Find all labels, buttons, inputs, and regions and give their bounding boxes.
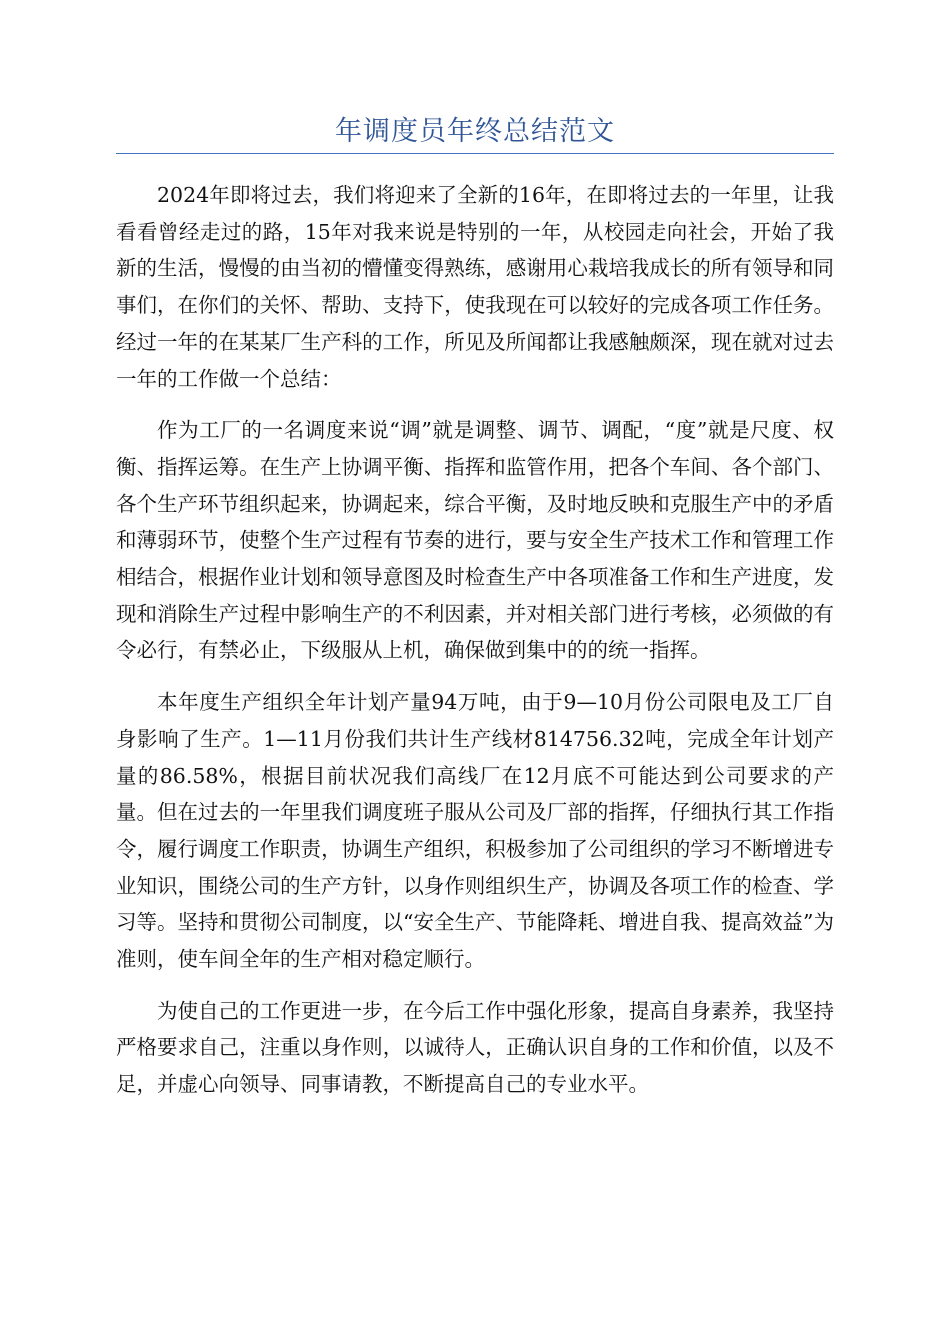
paragraph-1: 2024年即将过去，我们将迎来了全新的16年，在即将过去的一年里，让我看看曾经走过的路，15年对我来说是特别的一年，从校园走向社会，开始了我新的生活，慢慢的由当初的懵懂变得熟练，感谢用心栽培我成长的所有领导和同事们，在你们的关怀、帮助、支持下，使我现在可以较好的完成各项工作任务。经过一年的在某某厂生产科的工作，所见及所闻都让我感触颇深，现在就对过去一年的工作做一个总结：: [116, 183, 834, 391]
paragraph-2: 作为工厂的一名调度来说“调”就是调整、调节、调配，“度”就是尺度、权衡、指挥运筹。在生产上协调平衡、指挥和监管作用，把各个车间、各个部门、各个生产环节组织起来，协调起来，综合平衡，及时地反映和克服生产中的矛盾和薄弱环节，使整个生产过程有节奏的进行，要与安全生产技术工作和管理工作相结合，根据作业计划和领导意图及时检查生产中各项准备工作和生产进度，发现和消除生产过程中影响生产的不利因素，并对相关部门进行考核，必须做的有令必行，有禁必止，下级服从上机，确保做到集中的的统一指挥。: [116, 418, 834, 663]
document-title: 年调度员年终总结范文: [335, 116, 615, 147]
title-underline: [116, 153, 834, 154]
document-body: [116, 177, 834, 1118]
paragraph-4: 为使自己的工作更进一步，在今后工作中强化形象，提高自身素养，我坚持严格要求自己，注重以身作则，以诚待人，正确认识自身的工作和价值，以及不足，并虚心向领导、同事请教，不断提高自己的专业水平。: [116, 998, 834, 1097]
paragraph-3: 本年度生产组织全年计划产量94万吨，由于9—10月份公司限电及工厂自身影响了生产。1—11月份我们共计生产线材814756.32吨，完成全年计划产量的86.58%，根据目前状况我们高线厂在12月底不可能达到公司要求的产量。但在过去的一年里我们调度班子服从公司及厂部的指挥，仔细执行其工作指令，履行调度工作职责，协调生产组织，积极参加了公司组织的学习不断增进专业知识，围绕公司的生产方针，以身作则组织生产，协调及各项工作的检查、学习等。坚持和贯彻公司制度，以“安全生产、节能降耗、增进自我、提高效益”为准则，使车间全年的生产相对稳定顺行。: [116, 690, 834, 972]
